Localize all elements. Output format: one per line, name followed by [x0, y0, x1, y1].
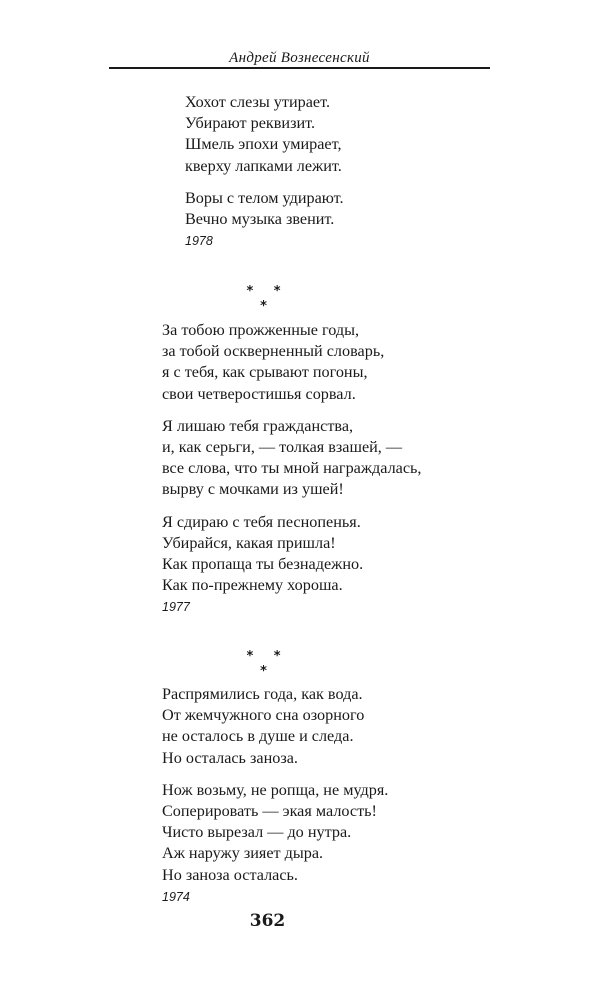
- poem-line: свои четверостишья сорвал.: [162, 384, 356, 403]
- poem-3: [162, 684, 388, 905]
- poem-line: кверху лапками лежит.: [185, 156, 342, 175]
- stanza: [162, 416, 421, 501]
- poem-line: Хохот слезы утирает.: [185, 93, 330, 111]
- poem-separator: * * *: [246, 649, 289, 679]
- poem-line: Шмель эпохи умирает,: [185, 135, 342, 154]
- poem-year: 1977: [162, 600, 190, 615]
- poem-line: все слова, что ты мной награждалась,: [162, 459, 422, 478]
- poem-line: Нож возьму, не ропща, не мудря.: [162, 780, 389, 799]
- poem-line: я с тебя, как срывают погоны,: [162, 363, 368, 382]
- poem-1: [185, 92, 344, 249]
- poem-year: 1978: [185, 234, 213, 249]
- poem-line: вырву с мочками из ушей!: [162, 480, 344, 499]
- poem-line: не осталось в душе и следа.: [162, 727, 354, 746]
- poem-line: Я лишаю тебя гражданства,: [162, 416, 354, 435]
- stanza: [185, 92, 344, 177]
- poem-line: От жемчужного сна озорного: [162, 706, 365, 725]
- stanza: [162, 780, 388, 886]
- poem-line: Соперировать — экая малость!: [162, 802, 377, 821]
- poem-line: Я сдираю с тебя песнопенья.: [162, 512, 361, 531]
- poem-year: 1974: [162, 889, 190, 904]
- page-number: 362: [249, 911, 286, 931]
- poem-line: Воры с телом удирают.: [185, 188, 344, 207]
- poem-separator: * * *: [246, 284, 289, 314]
- running-head-author: Андрей Вознесенский: [229, 50, 370, 66]
- poem-line: За тобою прожженные годы,: [162, 321, 360, 339]
- poem-line: Но осталась заноза.: [162, 748, 298, 767]
- header-rule: [109, 67, 490, 69]
- poem-2: [162, 320, 421, 615]
- poem-line: и, как серьги, — толкая взашей, —: [162, 438, 403, 457]
- poem-line: Убирают реквизит.: [185, 114, 316, 133]
- poem-line: Убирайся, какая пришла!: [162, 533, 336, 552]
- poem-line: Как по-прежнему хороша.: [162, 576, 343, 595]
- poem-line: Но заноза осталась.: [162, 865, 298, 884]
- stanza: [162, 684, 388, 769]
- stanza: [162, 320, 421, 405]
- poem-line: Распрямились года, как вода.: [162, 685, 363, 703]
- stanza: [185, 188, 344, 230]
- poem-line: Вечно музыка звенит.: [185, 210, 335, 229]
- stanza: [162, 512, 421, 597]
- poem-line: за тобой оскверненный словарь,: [162, 342, 385, 361]
- poem-line: Как пропаща ты безнадежно.: [162, 555, 364, 574]
- poem-line: Чисто вырезал — до нутра.: [162, 823, 352, 842]
- poem-line: Аж наружу зияет дыра.: [162, 844, 324, 863]
